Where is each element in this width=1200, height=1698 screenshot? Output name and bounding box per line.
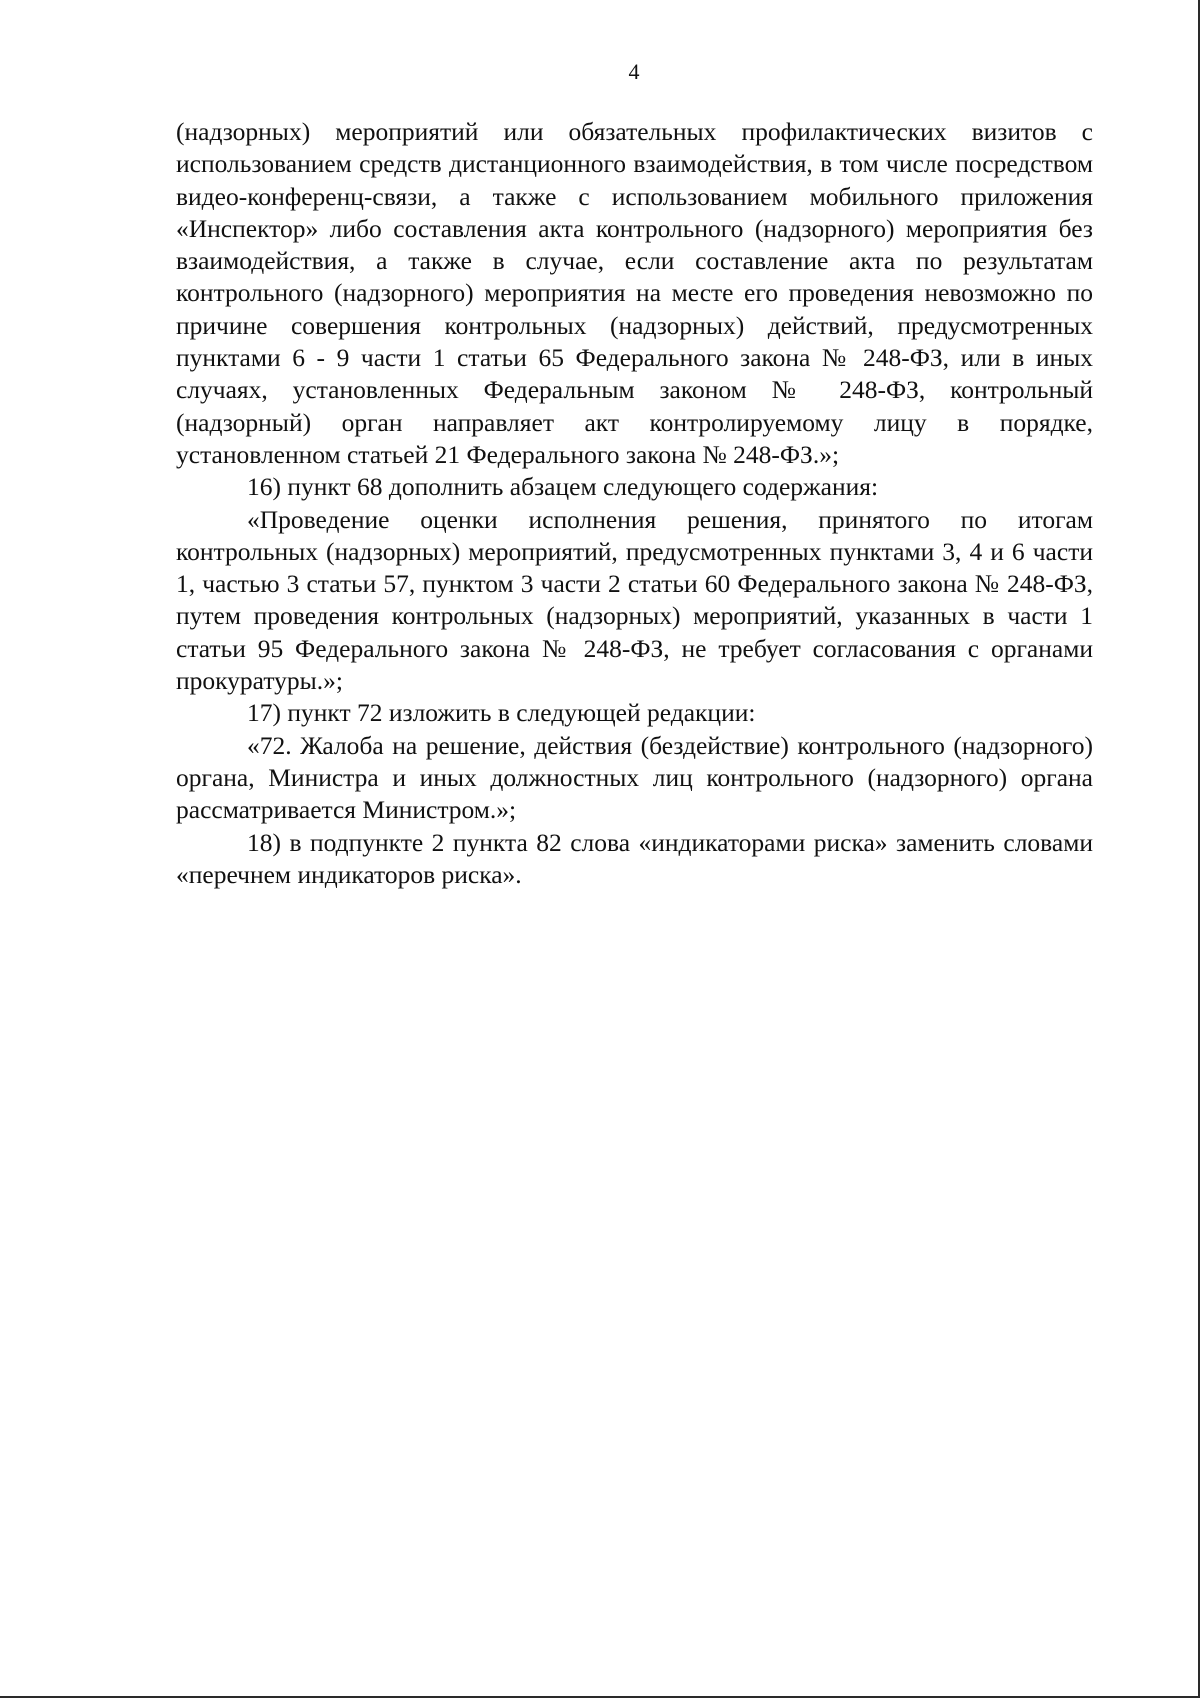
paragraph-item-18: 18) в подпункте 2 пункта 82 слова «индикаторами риска» заменить словами «перечнем индикаторов риска». <box>176 827 1093 889</box>
paragraph-item-16-text: «Проведение оценки исполнения решения, принятого по итогам контрольных (надзорных) мероприятий, предусмотренных пунктами 3, 4 и 6 части 1, частью 3 статьи 57, пунктом 3 части 2 статьи 60 Федерального закона № 248-ФЗ, путем проведения контрольных (надзорных) мероприятий, указанных в части 1 статьи 95 Федерального закона № 248-ФЗ, не требует согласования с органами прокуратуры.»; <box>176 504 1093 696</box>
paragraph-item-17: 17) пункт 72 изложить в следующей редакции: <box>247 698 756 728</box>
page-number: 4 <box>628 59 640 84</box>
paragraph-item-16: 16) пункт 68 дополнить абзацем следующего содержания: <box>247 472 879 502</box>
paragraph-item-17-text: «72. Жалоба на решение, действия (бездействие) контрольного (надзорного) органа, Министра и иных должностных лиц контрольного (надзорного) органа рассматривается Министром.»; <box>176 730 1093 825</box>
document-body <box>176 116 1093 891</box>
paragraph-continuation: (надзорных) мероприятий или обязательных профилактических визитов с использованием средств дистанционного взаимодействия, в том числе посредством видео-конференц-связи, а также с использованием мобильного приложения «Инспектор» либо составления акта контрольного (надзорного) мероприятия без взаимодействия, а также в случае, если составление акта по результатам контрольного (надзорного) мероприятия на месте его проведения невозможно по причине совершения контрольных (надзорных) действий, предусмотренных пунктами 6 - 9 части 1 статьи 65 Федерального закона № 248-ФЗ, или в иных случаях, установленных Федеральным законом № 248-ФЗ, контрольный (надзорный) орган направляет акт контролируемому лицу в порядке, установленном статьей 21 Федерального закона № 248-ФЗ.»; <box>176 117 1093 469</box>
